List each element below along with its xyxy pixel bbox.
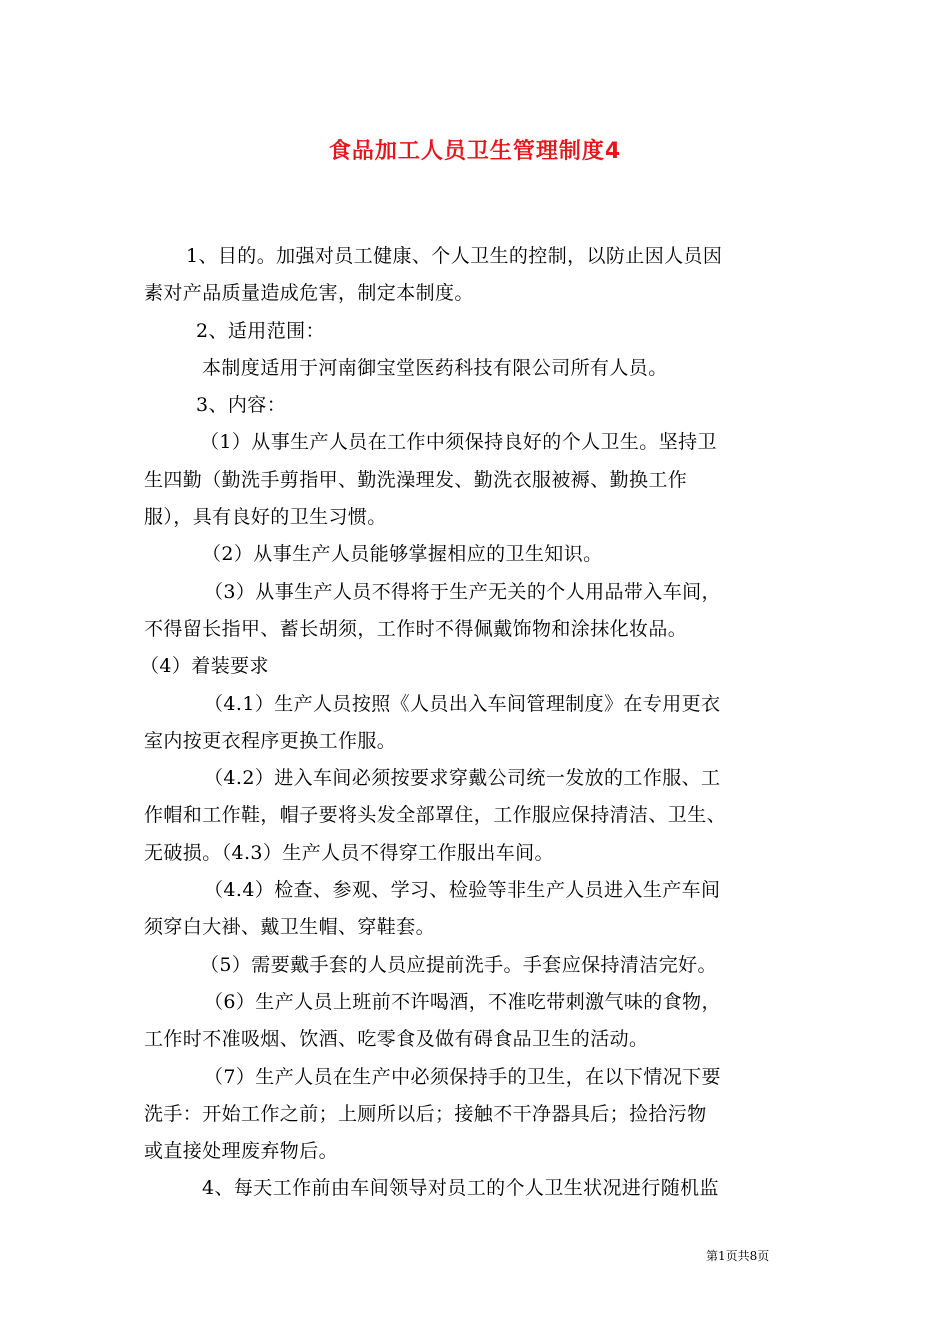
paragraph-line: 工作时不准吸烟、饮酒、吃零食及做有碍食品卫生的活动。 [144, 1028, 649, 1051]
paragraph-line: 不得留长指甲、蓄长胡须，工作时不得佩戴饰物和涂抹化妆品。 [144, 617, 688, 640]
document-body [140, 238, 808, 1208]
paragraph-line: 2、适用范围： [196, 319, 325, 342]
page-footer: 第1页共8页 [706, 1249, 770, 1263]
paragraph-line: （4.2）进入车间必须按要求穿戴公司统一发放的工作服、工 [204, 767, 721, 790]
paragraph-line: （4.4）检查、参观、学习、检验等非生产人员进入生产车间 [204, 879, 721, 902]
paragraph-line: （4）着装要求 [140, 655, 269, 678]
paragraph-line: （4.1）生产人员按照《人员出入车间管理制度》在专用更衣 [204, 692, 721, 715]
paragraph-line: （3）从事生产人员不得将于生产无关的个人用品带入车间， [204, 580, 721, 603]
paragraph-line: 或直接处理废弃物后。 [144, 1140, 339, 1163]
paragraph-line: 素对产品质量造成危害，制定本制度。 [144, 282, 474, 305]
paragraph-line: （2）从事生产人员能够掌握相应的卫生知识。 [202, 543, 603, 566]
paragraph-line: （1）从事生产人员在工作中须保持良好的个人卫生。坚持卫 [200, 431, 717, 454]
paragraph-line: 1、目的。加强对员工健康、个人卫生的控制，以防止因人员因 [186, 245, 723, 267]
paragraph-line: （7）生产人员在生产中必须保持手的卫生，在以下情况下要 [204, 1065, 721, 1088]
paragraph-line: 本制度适用于河南御宝堂医药科技有限公司所有人员。 [202, 356, 668, 379]
paragraph-line: （6）生产人员上班前不许喝酒，不准吃带刺激气味的食物， [204, 990, 721, 1013]
paragraph-line: 3、内容： [196, 394, 287, 417]
paragraph-line: 作帽和工作鞋，帽子要将头发全部罩住，工作服应保持清洁、卫生、 [144, 804, 727, 827]
paragraph-line: 室内按更衣程序更换工作服。 [144, 729, 397, 752]
paragraph-line: 生四勤（勤洗手剪指甲、勤洗澡理发、勤洗衣服被褥、勤换工作 [144, 468, 688, 491]
paragraph-line: 无破损。（4.3）生产人员不得穿工作服出车间。 [144, 841, 554, 864]
paragraph-line: 须穿白大褂、戴卫生帽、穿鞋套。 [144, 916, 436, 939]
document-title: 食品加工人员卫生管理制度4 [328, 139, 622, 164]
paragraph-line: 服），具有良好的卫生习惯。 [144, 506, 387, 529]
paragraph-line: 4、每天工作前由车间领导对员工的个人卫生状况进行随机监 [202, 1177, 719, 1200]
paragraph-line: 洗手：开始工作之前；上厕所以后；接触不干净器具后；捡拾污物 [144, 1102, 707, 1125]
paragraph-line: （5）需要戴手套的人员应提前洗手。手套应保持清洁完好。 [200, 953, 717, 976]
